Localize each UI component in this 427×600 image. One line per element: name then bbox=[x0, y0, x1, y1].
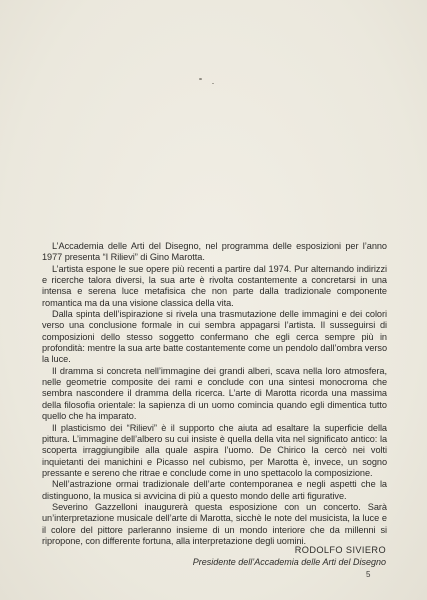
signature-title: Presidente dell’Accademia delle Arti del Disegno bbox=[192, 557, 386, 567]
paragraph: Il plasticismo dei “Rilievi” è il supporto che aiuta ad esaltare la superficie della pittura. L’immagine dell’albero su cui insiste è quella della vita nel significato antico: la scoperta irraggiungibile alla quale aspira l’uomo. De Chirico la cercò nei volti inquietanti dei manichini e Picasso nel cubismo, per Marotta è, invece, un sogno pressante e sereno che ritrae e conclude come in uno spettacolo la composizione. bbox=[42, 422, 387, 478]
paragraph: Severino Gazzelloni inaugurerà questa esposizione con un concerto. Sarà un’interpretazione musicale dell’arte di Marotta, sicchè le note del musicista, la luce e il colore del pittore parleranno insieme di un mondo interiore che da millenni si ripropone, con differente fortuna, alla interpretazione degli uomini. bbox=[42, 501, 387, 546]
page-number: 5 bbox=[366, 570, 371, 579]
paragraph: Dalla spinta dell’ispirazione si rivela una trasmutazione delle immagini e dei colori verso una conclusione formale in cui sembra appagarsi l’artista. Il susseguirsi di composizioni dello stesso soggetto confermano che egli cerca sempre più in profondità: mentre la sua arte batte costantemente come un pendolo dall’ombra verso la luce. bbox=[42, 309, 387, 365]
paper-speck bbox=[212, 83, 214, 84]
signature-name: RODOLFO SIVIERO bbox=[294, 545, 386, 555]
paragraph: Nell’astrazione ormai tradizionale dell’arte contemporanea e negli aspetti che la distinguono, la musica si avvicina di più a questo mondo delle arti figurative. bbox=[42, 479, 387, 501]
paper-speck bbox=[199, 78, 202, 80]
paragraph: L’Accademia delle Arti del Disegno, nel programma delle esposizioni per l’anno 1977 presenta “I Rilievi” di Gino Marotta. bbox=[42, 241, 387, 263]
body-text bbox=[42, 241, 387, 547]
paragraph: L’artista espone le sue opere più recenti a partire dal 1974. Pur alternando indirizzi e ricerche talora diversi, la sua arte è rivolta costantemente a concretarsi in una intensa e serena luce metafisica che non parte dalla tradizionale componente romantica ma da una visione classica della vita. bbox=[42, 263, 387, 308]
paragraph: Il dramma si concreta nell’immagine dei grandi alberi, scava nella loro atmosfera, nelle geometrie composite dei rami e conclude con una sintesi monocroma che sembra nascondere il dramma della ricerca. L’arte di Marotta ricorda una massima della filosofia orientale: la sapienza di un uomo comincia quando egli dimentica tutto quello che ha imparato. bbox=[42, 365, 387, 422]
